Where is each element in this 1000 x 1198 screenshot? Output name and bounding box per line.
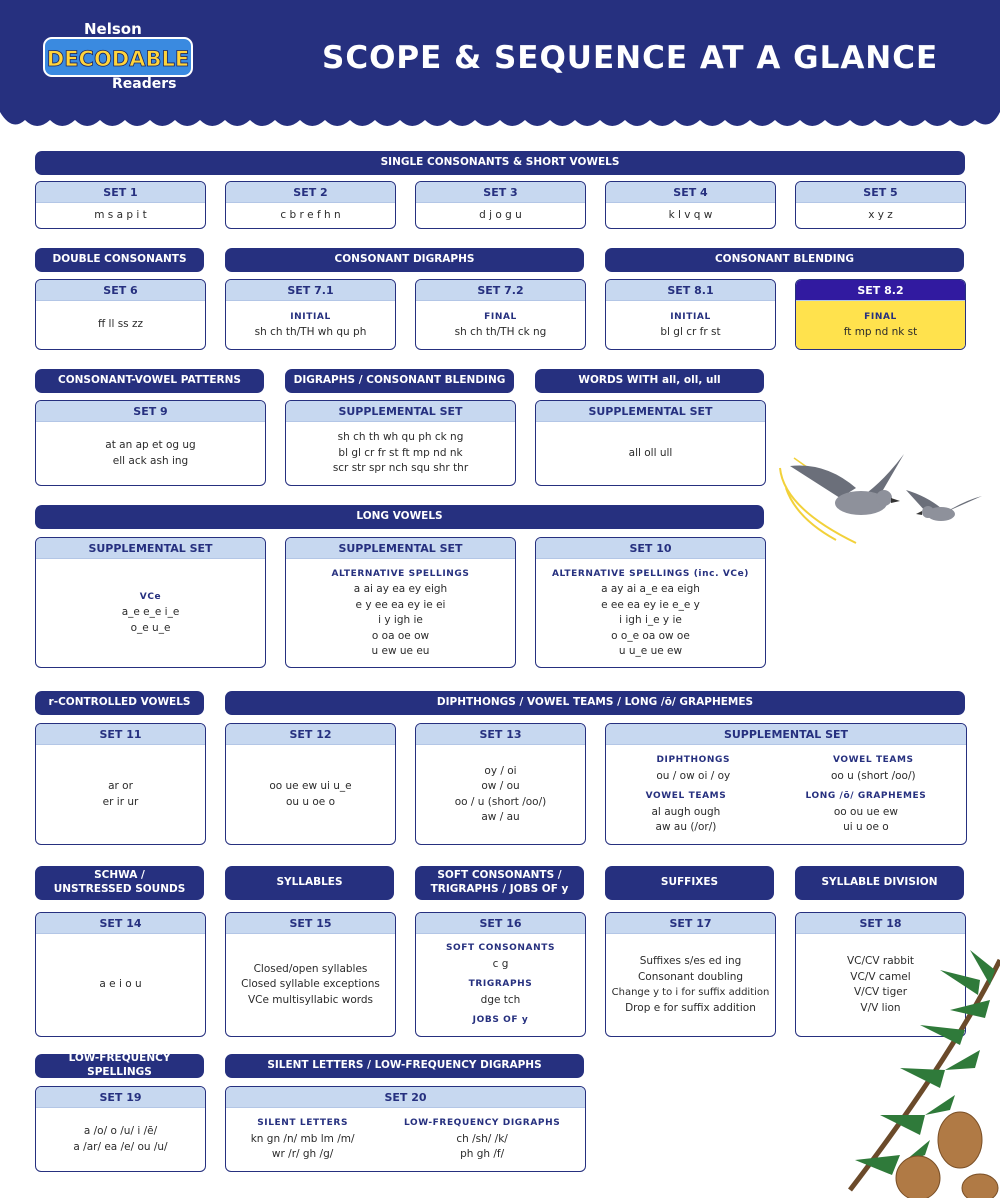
logo-main-text: DECODABLE: [46, 47, 190, 71]
set-content: oo ou ue ew: [833, 805, 898, 818]
set-content: a ai ay ea ey eigh: [353, 583, 448, 595]
card-set-13: [415, 723, 586, 845]
set-content: a ay ai a_e ea eigh: [601, 583, 700, 595]
set-title: SET 10: [536, 538, 765, 559]
set-title: SET 8.2: [796, 280, 965, 301]
set-content: ft mp nd nk st: [843, 326, 918, 338]
card-set-2: [225, 181, 396, 229]
set-content: c b r e f h n: [280, 208, 341, 221]
set-content: V/CV tiger: [853, 986, 908, 998]
card-set-12: [225, 723, 396, 845]
pine-branch-illustration: [830, 940, 1000, 1198]
section-line: UNSTRESSED SOUNDS: [53, 883, 186, 895]
set-title: SET 16: [416, 913, 585, 934]
section-low-frequency-spellings: LOW-FREQUENCY SPELLINGS: [35, 1054, 204, 1078]
logo-top-text: Nelson: [84, 20, 142, 38]
set-title: SUPPLEMENTAL SET: [536, 401, 765, 422]
card-set-16: [415, 912, 586, 1037]
card-set-4: [605, 181, 776, 229]
set-title: SET 17: [606, 913, 775, 934]
set-content: u u_e ue ew: [618, 645, 683, 657]
set-content: wr /r/ gh /g/: [271, 1148, 334, 1161]
set-title: SET 19: [36, 1087, 205, 1108]
set-content: c g: [492, 957, 509, 970]
set-content: VC/V camel: [850, 970, 911, 983]
set-content: ou u oe o: [285, 795, 336, 808]
set-subheading: VOWEL TEAMS: [832, 755, 914, 766]
card-supplemental-alt-spellings: [285, 537, 516, 668]
card-set-7-1: [225, 279, 396, 350]
section-r-controlled-vowels: r-CONTROLLED VOWELS: [35, 691, 204, 715]
set-content: at an ap et og ug: [105, 439, 196, 451]
set-content: sh ch th/TH wh qu ph: [254, 326, 367, 338]
set-subheading: JOBS OF y: [472, 1015, 529, 1026]
set-content: Drop e for suffix addition: [625, 1001, 756, 1014]
set-content: oo / u (short /oo/): [454, 795, 547, 808]
card-set-19: [35, 1086, 206, 1172]
set-content: a_e e_e i_e: [121, 606, 180, 619]
set-content: ar or: [108, 780, 133, 792]
set-content: o_e u_e: [130, 621, 171, 634]
set-content: all oll ull: [628, 446, 673, 459]
card-supplemental-diphthongs: [605, 723, 967, 845]
set-subheading: INITIAL: [290, 311, 331, 322]
set-content: ph gh /f/: [460, 1148, 505, 1161]
set-title: SET 15: [226, 913, 395, 934]
section-syllables: SYLLABLES: [225, 866, 394, 900]
card-set-7-2: [415, 279, 586, 350]
nelson-decodable-readers-logo: [40, 20, 196, 90]
set-content: dge tch: [480, 993, 521, 1006]
section-silent-letters: SILENT LETTERS / LOW-FREQUENCY DIGRAPHS: [225, 1054, 584, 1078]
set-content: Suffixes s/es ed ing: [639, 955, 742, 967]
set-subheading: ALTERNATIVE SPELLINGS (inc. VCe): [551, 568, 750, 579]
card-set-1: [35, 181, 206, 229]
set-content: ui u oe o: [843, 821, 889, 834]
set-content: VCe multisyllabic words: [247, 993, 374, 1006]
card-set-5: [795, 181, 966, 229]
set-title: SET 8.1: [606, 280, 775, 301]
set-title: SET 7.2: [416, 280, 585, 301]
set-content: VC/CV rabbit: [846, 955, 915, 967]
set-content: k l v q w: [668, 208, 713, 221]
set-content: ou / ow oi / oy: [656, 769, 731, 782]
section-single-consonants: SINGLE CONSONANTS & SHORT VOWELS: [35, 151, 965, 175]
birds-illustration: [776, 448, 986, 548]
set-subheading: TRIGRAPHS: [468, 979, 533, 990]
section-line: SOFT CONSONANTS /: [437, 869, 562, 882]
set-content: d j o g u: [479, 208, 522, 221]
card-set-6: [35, 279, 206, 350]
set-title: SET 14: [36, 913, 205, 934]
section-digraphs-blending: DIGRAPHS / CONSONANT BLENDING: [285, 369, 514, 393]
set-title: SET 4: [606, 182, 775, 203]
set-title: SET 3: [416, 182, 585, 203]
section-syllable-division: SYLLABLE DIVISION: [795, 866, 964, 900]
set-content: aw / au: [481, 811, 520, 823]
page-title: SCOPE & SEQUENCE AT A GLANCE: [322, 40, 939, 76]
set-content: e y ee ea ey ie ei: [355, 598, 446, 611]
card-supplemental-digraphs: [285, 400, 516, 486]
set-title: SET 1: [36, 182, 205, 203]
set-content: Closed/open syllables: [253, 962, 368, 975]
section-long-vowels: LONG VOWELS: [35, 505, 764, 529]
set-content: ell ack ash ing: [112, 454, 189, 467]
set-content: V/V lion: [860, 1001, 901, 1014]
set-subheading: SILENT LETTERS: [257, 1118, 349, 1129]
set-subheading: INITIAL: [670, 311, 711, 322]
set-title: SET 2: [226, 182, 395, 203]
set-content: a e i o u: [99, 978, 142, 991]
set-title: SET 5: [796, 182, 965, 203]
set-subheading: FINAL: [864, 311, 897, 322]
section-double-consonants: DOUBLE CONSONANTS: [35, 248, 204, 272]
set-content: oy / oi: [484, 764, 517, 777]
card-set-9: [35, 400, 266, 486]
set-title: SET 7.1: [226, 280, 395, 301]
set-title: SUPPLEMENTAL SET: [36, 538, 265, 559]
set-content: x y z: [868, 208, 893, 221]
set-content: bl gl cr fr st: [660, 326, 721, 338]
card-set-8-1: [605, 279, 776, 350]
set-content: bl gl cr fr st ft mp nd nk: [338, 446, 463, 459]
card-set-17: [605, 912, 776, 1037]
set-title: SET 11: [36, 724, 205, 745]
section-line: SCHWA /: [94, 869, 145, 882]
set-content: ow / ou: [481, 780, 520, 792]
set-content: sh ch th wh qu ph ck ng: [337, 431, 464, 444]
set-content: e ee ea ey ie e_e y: [601, 598, 700, 611]
set-content: oo ue ew ui u_e: [269, 780, 352, 792]
set-content: Change y to i for suffix addition: [611, 987, 770, 998]
set-title: SET 20: [226, 1087, 585, 1108]
section-consonant-digraphs: CONSONANT DIGRAPHS: [225, 248, 584, 272]
card-set-15: [225, 912, 396, 1037]
card-set-3: [415, 181, 586, 229]
set-content: i igh i_e y ie: [619, 614, 682, 626]
set-title: SUPPLEMENTAL SET: [286, 401, 515, 422]
card-set-14: [35, 912, 206, 1037]
set-content: ch /sh/ /k/: [456, 1132, 508, 1145]
set-title: SET 18: [796, 913, 965, 934]
section-schwa: [35, 866, 204, 900]
section-consonant-vowel-patterns: CONSONANT-VOWEL PATTERNS: [35, 369, 264, 393]
set-content: i y igh ie: [378, 614, 423, 626]
set-content: scr str spr nch squ shr thr: [332, 462, 469, 475]
set-content: a /ar/ ea /e/ ou /u/: [73, 1140, 168, 1153]
set-content: u ew ue eu: [371, 645, 430, 657]
set-content: kn gn /n/ mb lm /m/: [250, 1132, 355, 1145]
set-title: SET 13: [416, 724, 585, 745]
set-subheading: DIPHTHONGS: [656, 755, 731, 766]
set-subheading: LONG /ō/ GRAPHEMES: [805, 791, 927, 802]
set-content: m s a p i t: [94, 208, 147, 221]
set-content: o o_e oa ow oe: [611, 629, 690, 642]
section-line: TRIGRAPHS / JOBS OF y: [430, 883, 569, 895]
section-words-all-oll-ull: WORDS WITH all, oll, ull: [535, 369, 764, 393]
set-content: oo u (short /oo/): [830, 769, 916, 782]
section-consonant-blending: CONSONANT BLENDING: [605, 248, 964, 272]
set-content: Closed syllable exceptions: [241, 978, 380, 991]
set-subheading: SOFT CONSONANTS: [445, 943, 556, 954]
card-set-10: [535, 537, 766, 668]
logo-bottom-text: Readers: [112, 76, 177, 90]
set-title: SUPPLEMENTAL SET: [286, 538, 515, 559]
set-subheading: FINAL: [484, 311, 517, 322]
set-content: er ir ur: [102, 795, 139, 808]
card-set-20: [225, 1086, 586, 1172]
set-subheading: ALTERNATIVE SPELLINGS: [331, 568, 470, 579]
set-title: SUPPLEMENTAL SET: [606, 724, 966, 745]
set-subheading: VOWEL TEAMS: [645, 791, 727, 802]
section-suffixes: SUFFIXES: [605, 866, 774, 900]
set-title: SET 9: [36, 401, 265, 422]
section-diphthongs: DIPHTHONGS / VOWEL TEAMS / LONG /ō/ GRAPHEMES: [225, 691, 965, 715]
set-title: SET 12: [226, 724, 395, 745]
card-set-8-2: [795, 279, 966, 350]
card-supplemental-vce: [35, 537, 266, 668]
header-scallop: [0, 108, 1000, 132]
set-content: ff ll ss zz: [97, 318, 144, 331]
set-content: o oa oe ow: [371, 629, 430, 642]
set-content: Consonant doubling: [637, 970, 744, 983]
set-subheading: VCe: [139, 591, 162, 602]
set-content: al augh ough: [651, 805, 721, 818]
set-subheading: LOW-FREQUENCY DIGRAPHS: [403, 1118, 561, 1129]
set-content: aw au (/or/): [655, 821, 717, 834]
card-set-11: [35, 723, 206, 845]
set-content: a /o/ o /u/ i /ē/: [83, 1125, 158, 1137]
card-supplemental-all-oll-ull: [535, 400, 766, 486]
set-content: sh ch th/TH ck ng: [454, 326, 547, 338]
set-title: SET 6: [36, 280, 205, 301]
section-soft-consonants: [415, 866, 584, 900]
